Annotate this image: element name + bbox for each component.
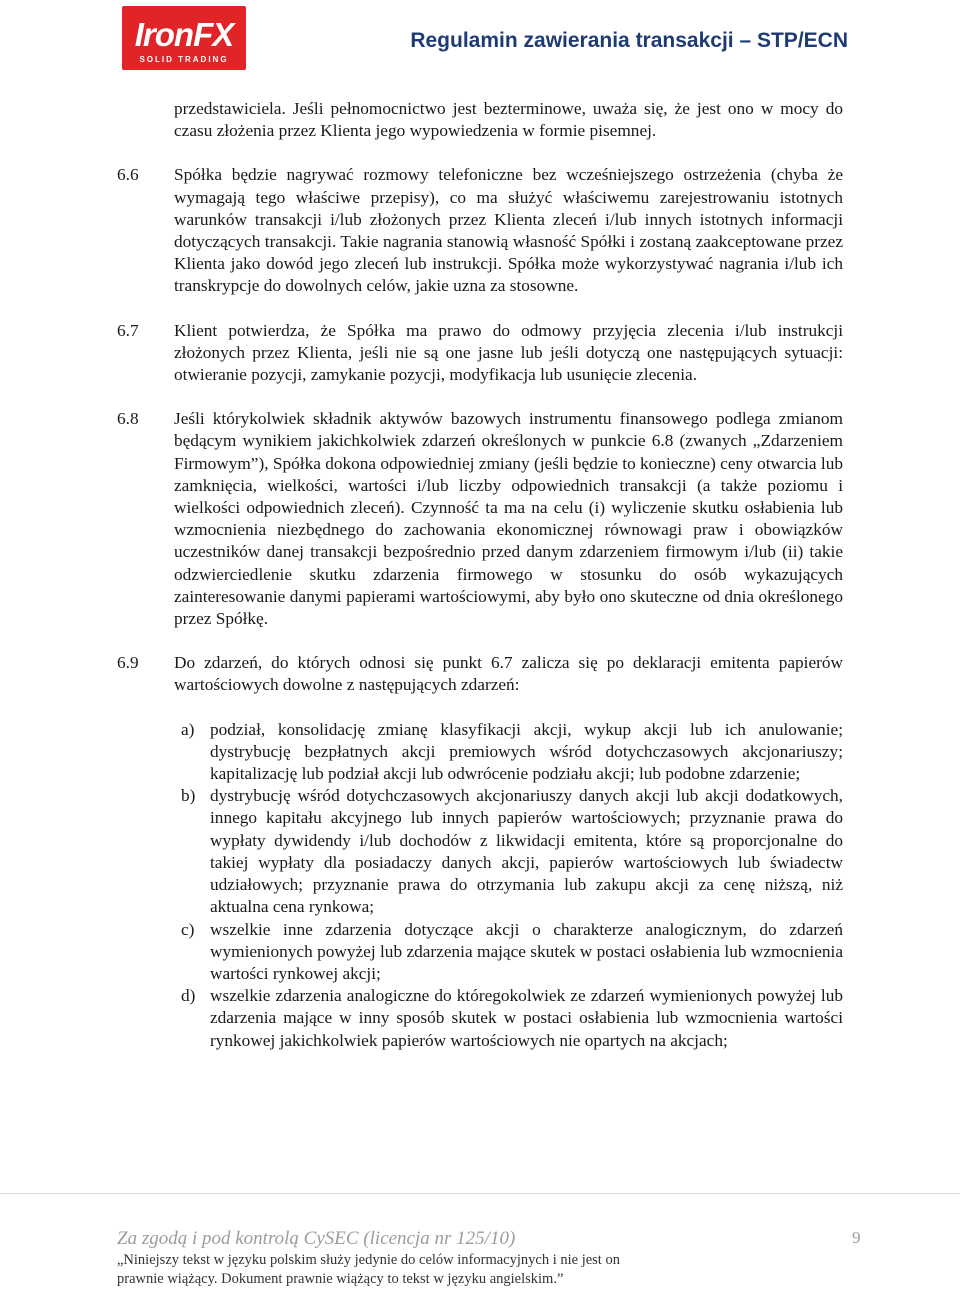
logo-wordmark: IronFX [134, 16, 234, 53]
section-number: 6.8 [117, 409, 139, 429]
list-item [117, 785, 843, 918]
section-text: Do zdarzeń, do których odnosi się punkt 6.7 zalicza się po deklaracji emitenta papierów wartościowych dowolne z następujących zdarzeń: [174, 653, 843, 695]
list-item-text: wszelkie zdarzenia analogiczne do któregokolwiek ze zdarzeń wymienionych powyżej lub zdarzenia mające w inny sposób skutek w postaci osłabienia lub wzmocnienia wartości rynkowej jakichkolwiek papierów wartościowych nie opartych na akcjach; [210, 986, 843, 1050]
section-text: Klient potwierdza, że Spółka ma prawo do odmowy przyjęcia zlecenia i/lub instrukcji złożonych przez Klienta, jeśli nie są one jasne lub jeśli dotyczą one następujących sytuacji: otwieranie pozycji, zamykanie pozycji, modyfikacja lub usunięcie zlecenia. [174, 320, 843, 385]
section-6-9 [117, 652, 843, 696]
section-6-6 [117, 164, 843, 297]
section-number: 6.9 [117, 653, 139, 673]
list-item [117, 719, 843, 786]
list-item-letter: d) [181, 986, 196, 1006]
list-item-text: wszelkie inne zdarzenia dotyczące akcji o charakterze analogicznym, do zdarzeń wymienionych powyżej lub zdarzenia mające skutek w postaci osłabienia lub wzmocnienia wartości rynkowej akcji; [210, 919, 843, 983]
list-item-text: dystrybucję wśród dotychczasowych akcjonariuszy danych akcji lub akcji dodatkowych, innego kapitału akcyjnego lub innych papierów wartościowych; przyznanie prawa do wypłaty dywidendy i/lub dochodów z likwidacji emitenta, które są proporcjonalne do takiej wypłaty dla posiadaczy danych akcji, papierów wartościowych lub świadectw udziałowych; przyznanie prawa do otrzymania lub zakupu akcji za cenę niższą, niż aktualna cena rynkowa; [210, 786, 843, 917]
logo-tagline: SOLID TRADING [139, 55, 229, 64]
continuation-paragraph: przedstawiciela. Jeśli pełnomocnictwo jest bezterminowe, uważa się, że jest ono w mocy do czasu złożenia przez Klienta jego wypowiedzenia w formie pisemnej. [174, 99, 843, 141]
footer-disclaimer: „Niniejszy tekst w języku polskim służy jedynie do celów informacyjnych i nie jest on prawnie wiążący. Dokument prawnie wiążący to tekst w języku angielskim.” [117, 1252, 620, 1287]
section-text: Spółka będzie nagrywać rozmowy telefoniczne bez wcześniejszego ostrzeżenia (chyba że wymagają tego właściwe przepisy), co ma służyć właściwemu zarejestrowaniu istotnych warunków transakcji i/lub złożonych przez Klienta zleceń i/lub innych istotnych informacji dotyczących transakcji. Takie nagrania stanowią własność Spółki i zostaną zaakceptowane przez Klienta jako dowód jego zleceń lub instrukcji. Spółka może wykorzystywać nagrania i/lub ich transkrypcje do dowolnych celów, jakie uzna za stosowne. [174, 165, 843, 296]
ironfx-logo [122, 6, 246, 70]
list-item [117, 985, 843, 1052]
list-item-letter: b) [181, 786, 196, 806]
page-number: 9 [852, 1228, 861, 1247]
section-number: 6.6 [117, 165, 139, 185]
document-body [117, 98, 843, 1052]
event-list [117, 719, 843, 1052]
list-item-letter: c) [181, 919, 195, 939]
section-number: 6.7 [117, 320, 139, 340]
document-title: Regulamin zawierania transakcji – STP/ECN [410, 29, 848, 52]
list-item [117, 919, 843, 986]
section-text: Jeśli którykolwiek składnik aktywów bazowych instrumentu finansowego podlega zmianom będącym wynikiem jakichkolwiek zdarzeń określonych w punkcie 6.8 (zwanych „Zdarzeniem Firmowym”), Spółka dokona odpowiedniej zmiany (jeśli będzie to konieczne) ceny otwarcia lub zamknięcia, wielkości, wartości i/lub liczby odpowiednich transakcji (a także poziomu i wielkości odpowiednich zleceń). Czynność ta ma na celu (i) wyliczenie skutku osłabienia lub wzmocnienia niezbędnego do zachowania ekonomicznej równowagi praw i obowiązków uczestników danej transakcji bezpośrednio przed danym zdarzeniem firmowym i/lub (ii) takie odzwierciedlenie skutku zdarzenia firmowego w stosunku do osób wykazujących zainteresowanie danymi papierami wartościowymi, aby było ono skuteczne od dnia określonego przez Spółkę. [174, 409, 843, 629]
footer-divider [0, 1193, 960, 1194]
section-6-8 [117, 408, 843, 630]
list-item-letter: a) [181, 719, 195, 739]
list-item-text: podział, konsolidację zmianę klasyfikacji akcji, wykup akcji lub ich anulowanie; dystrybucję bezpłatnych akcji premiowych wśród dotychczasowych akcjonariuszy; kapitalizację lub podział akcji lub odwrócenie podziału akcji; lub podobne zdarzenie; [210, 719, 843, 784]
footer-regulator-note: Za zgodą i pod kontrolą CySEC (licencja nr 125/10) [117, 1228, 516, 1249]
section-6-7 [117, 320, 843, 387]
